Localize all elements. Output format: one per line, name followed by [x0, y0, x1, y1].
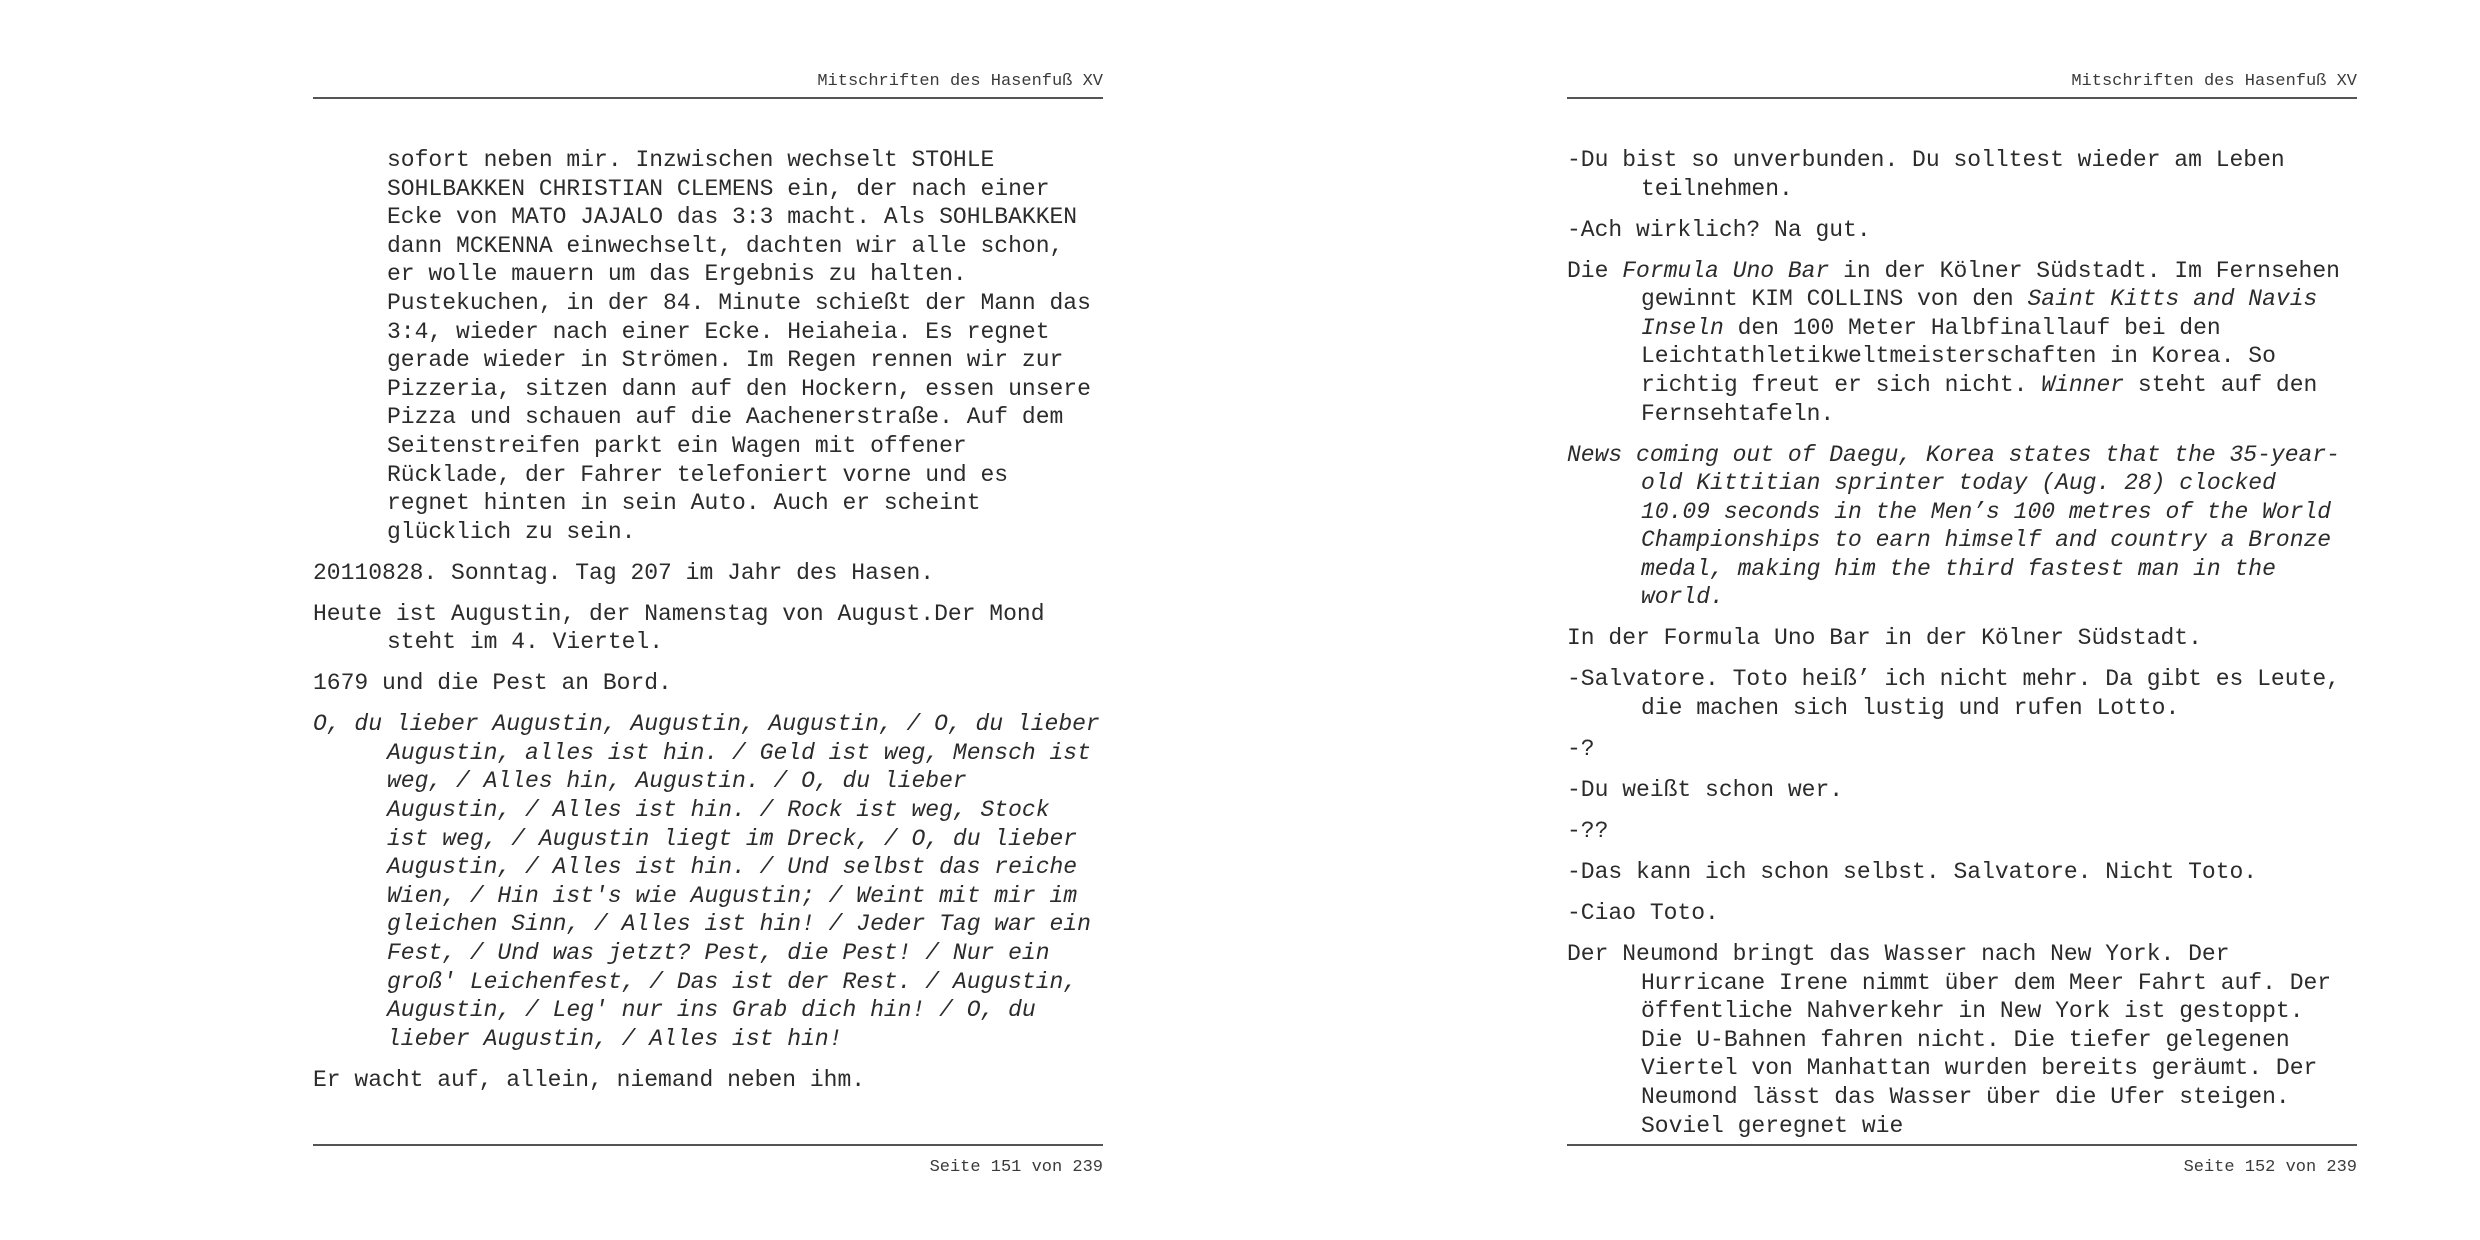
footer-rule [313, 1144, 1103, 1146]
dialogue-line: -Du weißt schon wer. [1567, 777, 1844, 804]
header-rule [313, 97, 1103, 99]
page-header: Mitschriften des Hasenfuß XV [2071, 72, 2357, 91]
paragraph: Er wacht auf, allein, niemand neben ihm. [313, 1066, 866, 1093]
text-run: steht auf den Fernsehtafeln. [1641, 371, 2318, 427]
news-quote: News coming out of Daegu, Korea states that the 35-year-old Kittitian sprinter today (Aug. 28) clocked 10.09 seconds in the Men’s 100 metres of the World Championships to earn himself and country a Bronze medal, making him the third fastest man in the world. [1567, 441, 2340, 611]
dialogue-line: -? [1567, 736, 1595, 763]
right-page [1567, 0, 2357, 1240]
dialogue-line: -Du bist so unverbunden. Du solltest wieder am Leben teilnehmen. [1567, 147, 2285, 202]
italic-text: Formula Uno Bar [1622, 257, 1830, 284]
left-page [313, 0, 1103, 1240]
paragraph: 1679 und die Pest an Bord. [313, 670, 672, 697]
italic-text: Winner [2041, 371, 2125, 398]
song-lyrics: O, du lieber Augustin, Augustin, Augustin, / O, du lieber Augustin, alles ist hin. / Geld ist weg, Mensch ist weg, / Alles hin, Augustin. / O, du lieber Augustin, / Alles ist hin. / Rock ist weg, Stock ist weg, / Augustin liegt im Dreck, / O, du lieber Augustin, / Alles ist hin. / Und selbst das reiche Wien, / Hin ist's wie Augustin; / Weint mit mir im gleichen Sinn, / Alles ist hin! / Jeder Tag war ein Fest, / Und was jetzt? Pest, die Pest! / Nur ein groß' Leichenfest, / Das ist der Rest. / Augustin, Augustin, / Leg' nur ins Grab dich hin! / O, du lieber Augustin, / Alles ist hin! [313, 711, 1100, 1052]
italic-text: Saint Kitts and Navis Inseln [1641, 286, 2318, 341]
dialogue-line: -Ach wirklich? Na gut. [1567, 216, 1871, 243]
dialogue-line: -Das kann ich schon selbst. Salvatore. Nicht Toto. [1567, 858, 2258, 885]
dialogue-line: -?? [1567, 818, 1609, 844]
paragraph [1567, 257, 2357, 429]
dialogue-line: -Ciao Toto. [1567, 899, 1719, 926]
paragraph: In der Formula Uno Bar in der Kölner Südstadt. [1567, 625, 2202, 652]
footer-rule [1567, 1144, 2357, 1146]
page-body [313, 146, 1103, 1107]
text-run: Die [1567, 257, 1623, 284]
page-body [1567, 146, 2357, 1153]
text-run: den 100 Meter Halbfinallauf bei den Leichtathletikweltmeisterschaften in Korea. So richtig freut er sich nicht. [1641, 314, 2276, 398]
page-number: Seite 151 von 239 [929, 1158, 1103, 1177]
text-run: in der Kölner Südstadt. Im Fernsehen gewinnt KIM COLLINS von den [1641, 257, 2340, 313]
paragraph: Heute ist Augustin, der Namenstag von August.Der Mond steht im 4. Viertel. [313, 600, 1045, 656]
paragraph: Der Neumond bringt das Wasser nach New York. Der Hurricane Irene nimmt über dem Meer Fahrt auf. Der öffentliche Nahverkehr in New York ist gestoppt. Die U-Bahnen fahren nicht. Die tiefer gelegenen Viertel von Manhattan wurden bereits geräumt. Der Neumond lässt das Wasser über die Ufer steigen. Soviel geregnet wie [1567, 940, 2332, 1139]
dialogue-line: -Salvatore. Toto heiß’ ich nicht mehr. Da gibt es Leute, die machen sich lustig und rufen Lotto. [1567, 666, 2340, 722]
paragraph: sofort neben mir. Inzwischen wechselt STOHLE SOHLBAKKEN CHRISTIAN CLEMENS ein, der nach einer Ecke von MATO JAJALO das 3:3 macht. Als SOHLBAKKEN dann MCKENNA einwechselt, dachten wir alle schon, er wolle mauern um das Ergebnis zu halten. Pustekuchen, in der 84. Minute schießt der Mann das 3:4, wieder nach einer Ecke. Heiaheia. Es regnet gerade wieder in Strömen. Im Regen rennen wir zur Pizzeria, sitzen dann auf den Hockern, essen unsere Pizza und schauen auf die Aachenerstraße. Auf dem Seitenstreifen parkt ein Wagen mit offener Rücklade, der Fahrer telefoniert vorne und es regnet hinten in sein Auto. Auch er scheint glücklich zu sein. [387, 147, 1091, 545]
paragraph: 20110828. Sonntag. Tag 207 im Jahr des Hasen. [313, 559, 935, 586]
page-number: Seite 152 von 239 [2183, 1158, 2357, 1177]
page-header: Mitschriften des Hasenfuß XV [817, 72, 1103, 91]
header-rule [1567, 97, 2357, 99]
